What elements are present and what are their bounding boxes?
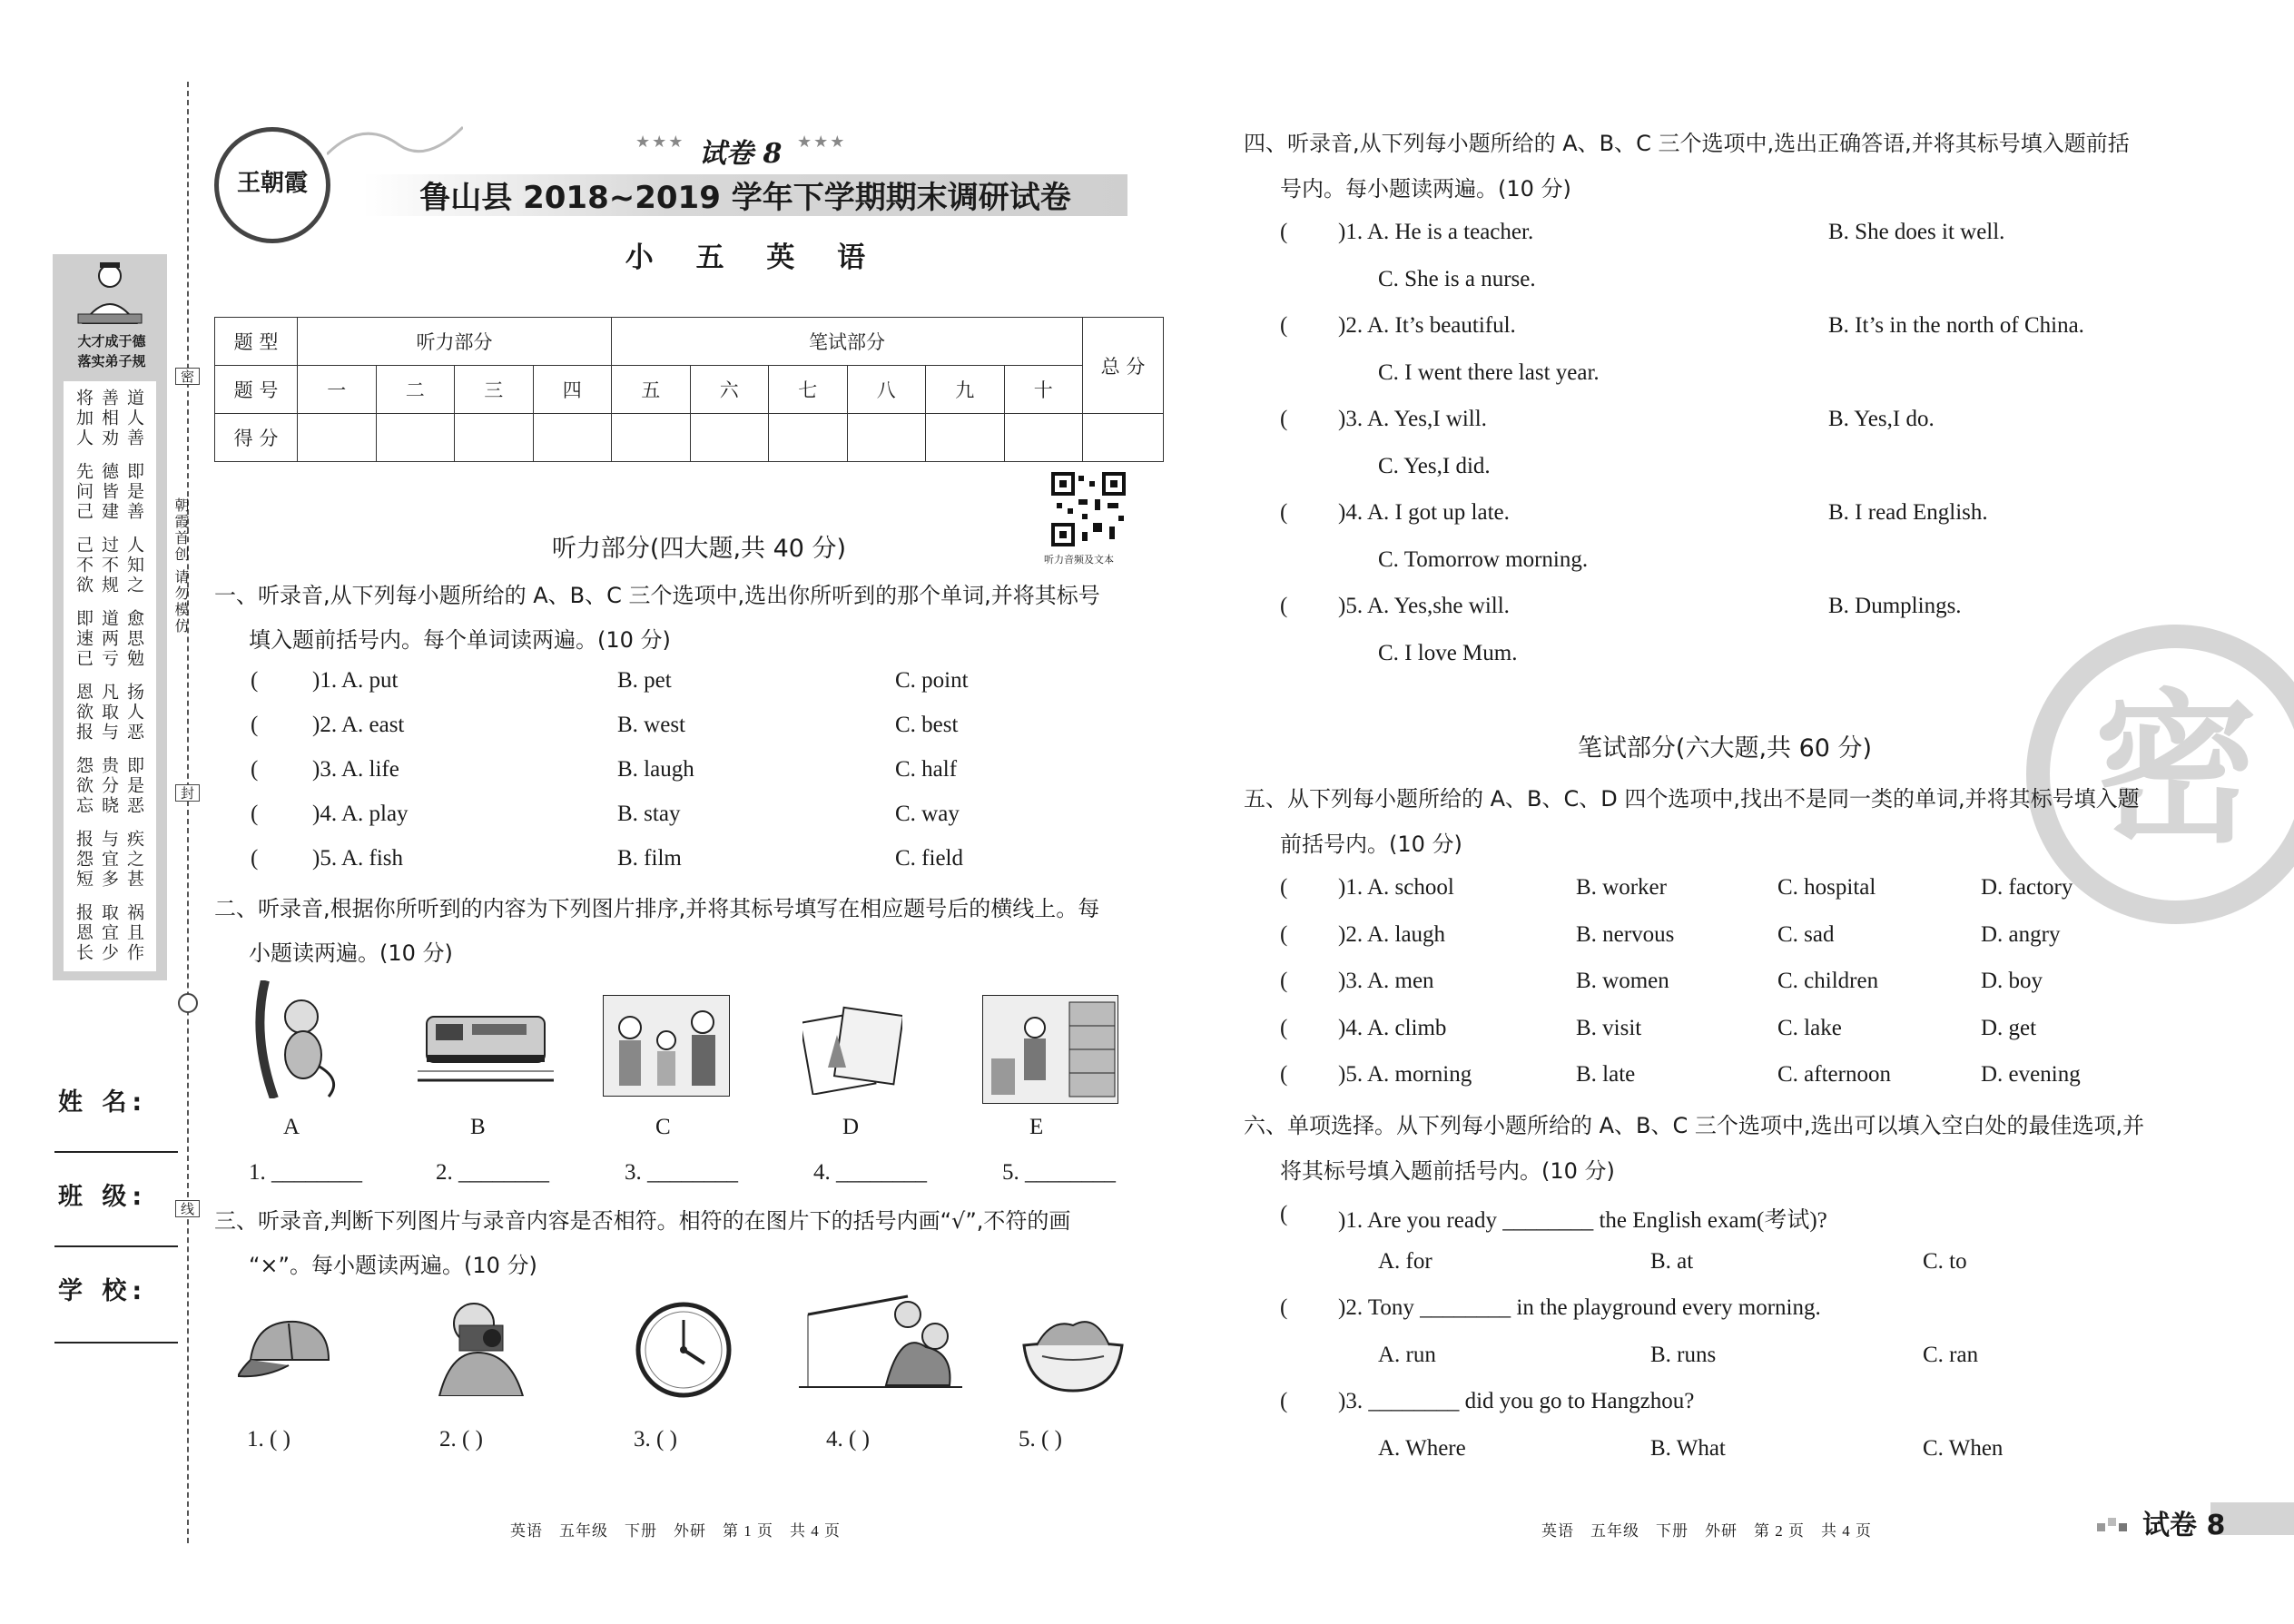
q4-title: 四、听录音,从下列每小题所给的 A、B、C 三个选项中,选出正确答语,并将其标号填入题前括 — [1244, 131, 2130, 156]
answer-paren[interactable]: ( — [1280, 220, 1288, 244]
sidebar-verse: 道两亏 — [99, 609, 119, 669]
q5-option-b: B. visit — [1576, 1015, 1642, 1040]
q6-option-b: B. at — [1650, 1249, 1694, 1274]
q4-option-b: B. I read English. — [1828, 500, 1988, 525]
score-entry-cell[interactable] — [926, 414, 1005, 462]
answer-paren[interactable]: ( — [1280, 1295, 1288, 1320]
question-number-cell: 六 — [690, 366, 769, 414]
question-number-cell: 一 — [298, 366, 377, 414]
q1-option-b: B. pet — [617, 668, 672, 693]
q5-option-a: )4. A. climb — [1338, 1015, 1447, 1040]
score-entry-cell[interactable] — [455, 414, 534, 462]
answer-paren[interactable]: ( — [251, 668, 259, 693]
sidebar-verse: 与宜多 — [99, 830, 119, 890]
q4-option-c: C. Yes,I did. — [1378, 454, 1491, 478]
score-entry-cell[interactable] — [769, 414, 848, 462]
sidebar-verse: 愈思勉 — [124, 609, 144, 669]
q1-title-cont: 填入题前括号内。每个单词读两遍。(10 分) — [249, 627, 671, 653]
judge-blank[interactable]: 4. ( ) — [826, 1427, 870, 1452]
header-stars-left: ★★★ — [635, 133, 685, 152]
q4-option-c: C. Tomorrow morning. — [1378, 547, 1589, 572]
answer-paren[interactable]: ( — [1280, 1389, 1288, 1413]
score-row-label: 题 号 — [215, 366, 298, 414]
seal-tag-1: 密 — [175, 368, 200, 385]
score-entry-cell[interactable] — [690, 414, 769, 462]
q4-option-b: B. Dumplings. — [1828, 594, 1962, 618]
qr-caption: 听力音频及文本 — [1044, 554, 1114, 566]
q3-title-cont: “×”。每小题读两遍。(10 分) — [249, 1253, 537, 1278]
judge-blank[interactable]: 3. ( ) — [634, 1427, 677, 1452]
header-stars-right: ★★★ — [797, 133, 847, 152]
fishing-picture — [799, 1287, 962, 1398]
q1-option-b: B. film — [617, 846, 682, 871]
noodle-bowl-picture — [1019, 1304, 1127, 1398]
q4-title-cont: 号内。每小题读两遍。(10 分) — [1280, 176, 1571, 202]
q5-option-b: B. women — [1576, 969, 1669, 993]
q6-option-b: B. What — [1650, 1436, 1726, 1461]
answer-paren[interactable]: ( — [251, 846, 259, 871]
q5-option-d: D. angry — [1981, 921, 2061, 947]
question-number-cell: 三 — [455, 366, 534, 414]
sidebar-verse: 人知之 — [124, 536, 144, 595]
q4-option-a: )4. A. I got up late. — [1338, 500, 1510, 525]
picture-letter: B — [470, 1115, 486, 1139]
answer-paren[interactable]: ( — [1280, 313, 1288, 338]
q1-option-b: B. laugh — [617, 757, 694, 782]
answer-paren[interactable]: ( — [251, 713, 259, 737]
order-blank[interactable]: 3. ________ — [625, 1160, 738, 1185]
name-field[interactable] — [54, 1151, 178, 1153]
q6-option-b: B. runs — [1650, 1343, 1717, 1367]
listening-col: 听力部分 — [298, 318, 612, 366]
answer-paren[interactable]: ( — [1280, 407, 1288, 431]
answer-paren[interactable]: ( — [1280, 1015, 1288, 1040]
sidebar-verse: 即速已 — [74, 609, 94, 669]
footer-right: 英语 五年级 下册 外研 第 2 页 共 4 页 — [1541, 1522, 1872, 1540]
monkey-picture — [247, 980, 347, 1102]
answer-paren[interactable]: ( — [251, 802, 259, 826]
q5-option-c: C. hospital — [1777, 875, 1876, 900]
sidebar-verse: 贵分晓 — [99, 756, 119, 816]
listening-heading: 听力部分(四大题,共 40 分) — [551, 535, 847, 563]
q5-title: 五、从下列每小题所给的 A、B、C、D 四个选项中,找出不是同一类的单词,并将其标号填入题 — [1244, 786, 2140, 812]
writing-heading: 笔试部分(六大题,共 60 分) — [1577, 734, 1873, 763]
sidebar-verse: 即是善 — [124, 462, 144, 522]
q2-title: 二、听录音,根据你所听到的内容为下列图片排序,并将其标号填写在相应题号后的横线上。每 — [214, 896, 1100, 921]
class-label: 班 级: — [58, 1183, 148, 1211]
answer-paren[interactable]: ( — [1280, 594, 1288, 618]
q4-option-b: B. Yes,I do. — [1828, 407, 1935, 431]
class-field[interactable] — [54, 1245, 178, 1247]
q1-title: 一、听录音,从下列每小题所给的 A、B、C 三个选项中,选出你所听到的那个单词,并将其标号 — [214, 583, 1100, 608]
question-number-cell: 九 — [926, 366, 1005, 414]
q5-option-c: C. lake — [1777, 1015, 1842, 1040]
answer-paren[interactable]: ( — [1280, 921, 1288, 947]
q5-option-b: B. late — [1576, 1062, 1636, 1087]
exam-title: 鲁山县 2018~2019 学年下学期期末调研试卷 — [419, 180, 1071, 216]
q4-option-a: )2. A. It’s beautiful. — [1338, 313, 1516, 338]
svg-text:密: 密 — [2093, 675, 2259, 865]
cap-picture — [238, 1313, 338, 1389]
q1-option-c: C. point — [895, 668, 969, 693]
q5-option-d: D. get — [1981, 1015, 2037, 1040]
q4-option-b: B. It’s in the north of China. — [1828, 313, 2084, 338]
q6-option-a: A. run — [1378, 1343, 1436, 1367]
library-picture — [982, 995, 1118, 1107]
q5-option-d: D. evening — [1981, 1062, 2081, 1087]
q6-title: 六、单项选择。从下列每小题所给的 A、B、C 三个选项中,选出可以填入空白处的最佳选项,并 — [1244, 1113, 2145, 1138]
q6-option-c: C. When — [1923, 1436, 2004, 1461]
q5-option-d: D. boy — [1981, 969, 2043, 993]
photographer-picture — [432, 1296, 532, 1400]
sidebar-verse: 取宜少 — [99, 903, 119, 963]
q5-option-c: C. children — [1777, 969, 1879, 993]
picture-letter: A — [283, 1115, 300, 1139]
judge-blank[interactable]: 2. ( ) — [439, 1427, 483, 1452]
question-number-cell: 二 — [376, 366, 455, 414]
score-entry-cell[interactable] — [847, 414, 926, 462]
q6-question: )1. Are you ready ________ the English exam(考试)? — [1338, 1208, 1827, 1233]
sidebar-motto: 大才成于德 落实弟子规 — [77, 333, 146, 369]
sidebar-verse: 过不规 — [99, 536, 119, 595]
score-entry-cell[interactable] — [1083, 414, 1164, 462]
picture-letter: E — [1029, 1115, 1044, 1139]
question-number-cell: 五 — [612, 366, 691, 414]
q4-option-c: C. She is a nurse. — [1378, 267, 1536, 291]
q1-option-a: )3. A. life — [312, 757, 399, 782]
q4-option-c: C. I went there last year. — [1378, 360, 1600, 385]
subject-title: 小 五 英 语 — [625, 241, 882, 274]
score-entry-cell[interactable] — [612, 414, 691, 462]
qr-code[interactable] — [1051, 472, 1126, 546]
order-blank[interactable]: 1. ________ — [249, 1160, 362, 1185]
q6-question: )3. ________ did you go to Hangzhou? — [1338, 1389, 1695, 1413]
q3-title: 三、听录音,判断下列图片与录音内容是否相符。相符的在图片下的括号内画“√”,不符的画 — [214, 1208, 1071, 1234]
total-col: 总 分 — [1083, 318, 1164, 414]
picture-letter: D — [842, 1115, 860, 1139]
train-picture — [418, 1008, 554, 1093]
q1-option-c: C. field — [895, 846, 963, 871]
family-picture — [603, 995, 730, 1100]
score-entry-cell[interactable] — [376, 414, 455, 462]
punch-hole-icon — [178, 993, 198, 1013]
q4-option-a: )5. A. Yes,she will. — [1338, 594, 1510, 618]
sidebar-verse: 先问己 — [74, 462, 94, 522]
sidebar-verse: 恩欲报 — [74, 683, 94, 743]
question-number-cell: 四 — [533, 366, 612, 414]
q6-title-cont: 将其标号填入题前括号内。(10 分) — [1280, 1158, 1615, 1184]
corner-squares — [2097, 1514, 2130, 1532]
question-number-cell: 七 — [769, 366, 848, 414]
answer-paren[interactable]: ( — [1280, 1062, 1288, 1087]
score-row-label: 得 分 — [215, 414, 298, 462]
sidebar-verse: 疾之甚 — [124, 830, 144, 890]
q1-option-a: )4. A. play — [312, 802, 409, 826]
sidebar-verse: 祸且作 — [124, 903, 144, 963]
q5-option-a: )3. A. men — [1338, 969, 1434, 993]
answer-paren[interactable]: ( — [1280, 969, 1288, 993]
q1-option-a: )2. A. east — [312, 713, 405, 737]
sidebar-verse: 德皆建 — [99, 462, 119, 522]
sidebar-verse: 扬人恶 — [124, 683, 144, 743]
school-label: 学 校: — [58, 1277, 148, 1305]
q1-option-b: B. west — [617, 713, 685, 737]
q5-option-a: )2. A. laugh — [1338, 921, 1446, 947]
q1-option-c: C. best — [895, 713, 959, 737]
q4-option-a: )1. A. He is a teacher. — [1338, 220, 1534, 244]
q5-option-c: C. afternoon — [1777, 1062, 1891, 1087]
picture-letter: C — [655, 1115, 671, 1139]
sidebar-verse: 报怨短 — [74, 830, 94, 890]
q6-question: )2. Tony ________ in the playground every morning. — [1338, 1295, 1821, 1320]
sidebar-vertical-note: 朝霞首创 请勿模仿 — [172, 497, 190, 635]
sidebar-verse: 凡取与 — [99, 683, 119, 743]
sidebar-verse: 己不欲 — [74, 536, 94, 595]
sidebar-verse: 即是恶 — [124, 756, 144, 816]
q5-option-a: )1. A. school — [1338, 875, 1454, 900]
score-entry-cell[interactable] — [1004, 414, 1083, 462]
sidebar-verse: 将加人 — [74, 389, 94, 448]
q4-option-c: C. I love Mum. — [1378, 641, 1518, 665]
answer-paren[interactable]: ( — [1280, 500, 1288, 525]
answer-paren[interactable]: ( — [1280, 875, 1288, 900]
q6-option-a: A. for — [1378, 1249, 1433, 1274]
q5-option-a: )5. A. morning — [1338, 1062, 1472, 1087]
order-blank[interactable]: 5. ________ — [1002, 1160, 1116, 1185]
judge-blank[interactable]: 1. ( ) — [247, 1427, 290, 1452]
question-number-cell: 八 — [847, 366, 926, 414]
q1-option-a: )1. A. put — [312, 668, 399, 693]
school-field[interactable] — [54, 1342, 178, 1343]
writing-col: 笔试部分 — [612, 318, 1083, 366]
corner-exam-label: 试卷 8 — [2142, 1510, 2226, 1541]
scholar-illustration — [65, 260, 154, 332]
q5-option-c: C. sad — [1777, 921, 1835, 947]
seal-tag-3: 线 — [175, 1200, 200, 1217]
q5-title-cont: 前括号内。(10 分) — [1280, 832, 1462, 857]
q5-option-b: B. worker — [1576, 875, 1667, 900]
ribbon-decoration — [327, 118, 463, 163]
name-label: 姓 名: — [58, 1088, 148, 1117]
q1-option-a: )5. A. fish — [312, 846, 403, 871]
clock-picture — [634, 1300, 733, 1403]
sidebar-verse: 善相劝 — [99, 389, 119, 448]
q2-title-cont: 小题读两遍。(10 分) — [249, 940, 453, 966]
question-number-cell: 十 — [1004, 366, 1083, 414]
sidebar-verse: 报恩长 — [74, 903, 94, 963]
q6-option-a: A. Where — [1378, 1436, 1466, 1461]
q1-option-b: B. stay — [617, 802, 681, 826]
brand-logo: 王朝霞 — [214, 127, 330, 243]
q5-option-d: D. factory — [1981, 875, 2073, 900]
seal-tag-2: 封 — [175, 784, 200, 802]
footer-left: 英语 五年级 下册 外研 第 1 页 共 4 页 — [510, 1522, 841, 1540]
sidebar-verse: 怨欲忘 — [74, 756, 94, 816]
q6-option-c: C. ran — [1923, 1343, 1979, 1367]
order-blank[interactable]: 4. ________ — [813, 1160, 927, 1185]
exam-number: 试卷 8 — [699, 138, 783, 170]
score-entry-cell[interactable] — [298, 414, 377, 462]
q1-option-c: C. half — [895, 757, 958, 782]
score-entry-cell[interactable] — [533, 414, 612, 462]
judge-blank[interactable]: 5. ( ) — [1019, 1427, 1062, 1452]
sidebar-verse: 道人善 — [124, 389, 144, 448]
postcard-picture — [802, 1004, 902, 1098]
q5-option-b: B. nervous — [1576, 921, 1675, 947]
order-blank[interactable]: 2. ________ — [436, 1160, 549, 1185]
answer-paren[interactable]: ( — [251, 757, 259, 782]
q6-option-c: C. to — [1923, 1249, 1967, 1274]
q4-option-b: B. She does it well. — [1828, 220, 2005, 244]
score-row-label: 题 型 — [215, 318, 298, 366]
score-table — [214, 317, 1164, 462]
answer-paren[interactable]: ( — [1280, 1202, 1288, 1226]
cut-line — [187, 82, 189, 1543]
q4-option-a: )3. A. Yes,I will. — [1338, 407, 1487, 431]
q1-option-c: C. way — [895, 802, 960, 826]
